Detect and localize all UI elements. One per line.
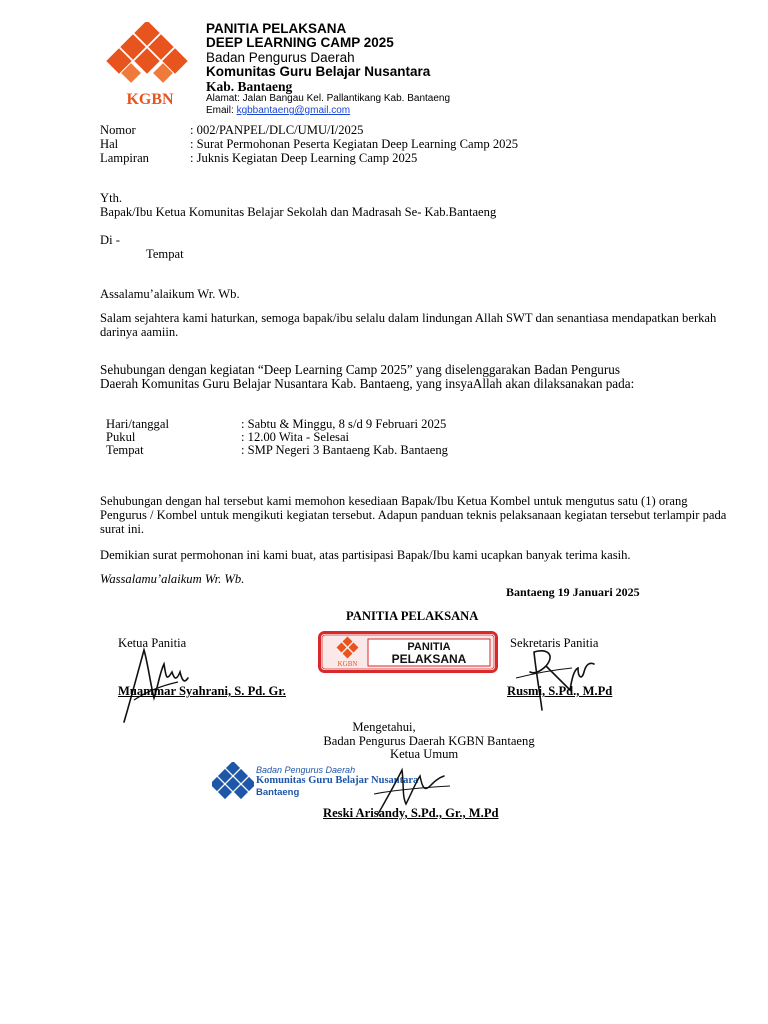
header-line-5: Kab. Bantaeng: [206, 79, 293, 94]
greeting: Assalamu’alaikum Wr. Wb.: [100, 287, 240, 301]
bpd-logo-line-3: Bantaeng: [256, 787, 300, 798]
header-email-line: [206, 105, 350, 117]
detail-value-tempat: : SMP Negeri 3 Bantaeng Kab. Bantaeng: [241, 443, 448, 457]
hal-label: Hal: [100, 137, 119, 151]
panitia-stamp: [318, 631, 498, 673]
bpd-logo-line-2: Komunitas Guru Belajar Nusantara: [256, 775, 419, 786]
paragraph-1: Salam sejahtera kami haturkan, semoga bapak/ibu selalu dalam lindungan Allah SWT dan senantiasa mendapatkan berkah darinya aamiin.: [100, 311, 717, 339]
paragraph-2-line-2: Daerah Komunitas Guru Belajar Nusantara Kab. Bantaeng, yang insyaAllah akan dilaksanakan pada:: [100, 376, 635, 391]
stamp-text-1: PANITIA: [407, 641, 451, 653]
org-name: Badan Pengurus Daerah KGBN Bantaeng: [323, 734, 535, 748]
committee-title: PANITIA PELAKSANA: [346, 609, 479, 623]
paragraph-2-line-1: Sehubungan dengan kegiatan “Deep Learning Camp 2025” yang diselenggarakan Badan Pengurus: [100, 362, 621, 377]
header-email-label: Email:: [206, 105, 237, 116]
addressee-tempat: Tempat: [146, 247, 184, 261]
place-date: Bantaeng 19 Januari 2025: [506, 585, 640, 599]
nomor-label: Nomor: [100, 123, 136, 137]
addressee-to: Bapak/Ibu Ketua Komunitas Belajar Sekolah dan Madrasah Se- Kab.Bantaeng: [100, 205, 497, 219]
detail-value-hari: : Sabtu & Minggu, 8 s/d 9 Februari 2025: [241, 417, 447, 431]
detail-label-hari: Hari/tanggal: [106, 417, 169, 431]
header-email-link[interactable]: kgbbantaeng@gmail.com: [236, 105, 351, 116]
mengetahui: Mengetahui,: [352, 720, 416, 734]
lampiran-label: Lampiran: [100, 151, 149, 165]
paragraph-4: Demikian surat permohonan ini kami buat, atas partisipasi Bapak/Ibu kami ucapkan banyak terima kasih.: [100, 548, 631, 562]
header-line-4: Komunitas Guru Belajar Nusantara: [206, 64, 431, 79]
kgbn-logo-text: KGBN: [126, 91, 174, 108]
paragraph-3: Sehubungan dengan hal tersebut kami memohon kesediaan Bapak/Ibu Ketua Kombel untuk mengutus satu (1) orang Pengurus / Kombel untuk mengikuti kegiatan tersebut. Adapun panduan teknis pelaksanaan kegiatan tersebut terlampir pada surat ini.: [100, 494, 727, 536]
stamp-logo-text: KGBN: [337, 660, 358, 668]
sekretaris-label: Sekretaris Panitia: [510, 636, 599, 650]
bpd-logo-icon: [212, 762, 254, 802]
sekretaris-signature: [510, 636, 599, 714]
detail-label-tempat: Tempat: [106, 443, 144, 457]
addressee-di: Di -: [100, 233, 120, 247]
kgbn-logo-diamonds: [106, 22, 187, 83]
bpd-logo-line-1: Badan Pengurus Daerah: [256, 765, 356, 775]
nomor-value: : 002/PANPEL/DLC/UMU/I/2025: [190, 123, 364, 137]
hal-value: : Surat Permohonan Peserta Kegiatan Deep Learning Camp 2025: [190, 137, 519, 151]
ketua-label: Ketua Panitia: [118, 636, 187, 650]
ketua-name: Muammar Syahrani, S. Pd. Gr.: [118, 684, 286, 698]
closing: Wassalamu’alaikum Wr. Wb.: [100, 572, 245, 586]
stamp-text-2: PELAKSANA: [391, 652, 467, 666]
header-address: Alamat: Jalan Bangau Kel. Pallantikang Kab. Bantaeng: [206, 93, 451, 104]
ketua-umum-name: Reski Arisandy, S.Pd., Gr., M.Pd: [323, 806, 499, 820]
header-line-3: Badan Pengurus Daerah: [206, 50, 355, 65]
header-line-1: PANITIA PELAKSANA: [206, 21, 347, 36]
kgbn-logo: [104, 22, 198, 108]
ketua-umum-label: Ketua Umum: [390, 747, 459, 761]
detail-value-pukul: : 12.00 Wita - Selesai: [241, 430, 350, 444]
lampiran-value: : Juknis Kegiatan Deep Learning Camp 2025: [190, 151, 418, 165]
yth: Yth.: [100, 191, 123, 205]
header-line-2: DEEP LEARNING CAMP 2025: [206, 35, 394, 50]
detail-label-pukul: Pukul: [106, 430, 136, 444]
sekretaris-name: Rusmi, S.Pd., M.Pd: [507, 684, 613, 698]
